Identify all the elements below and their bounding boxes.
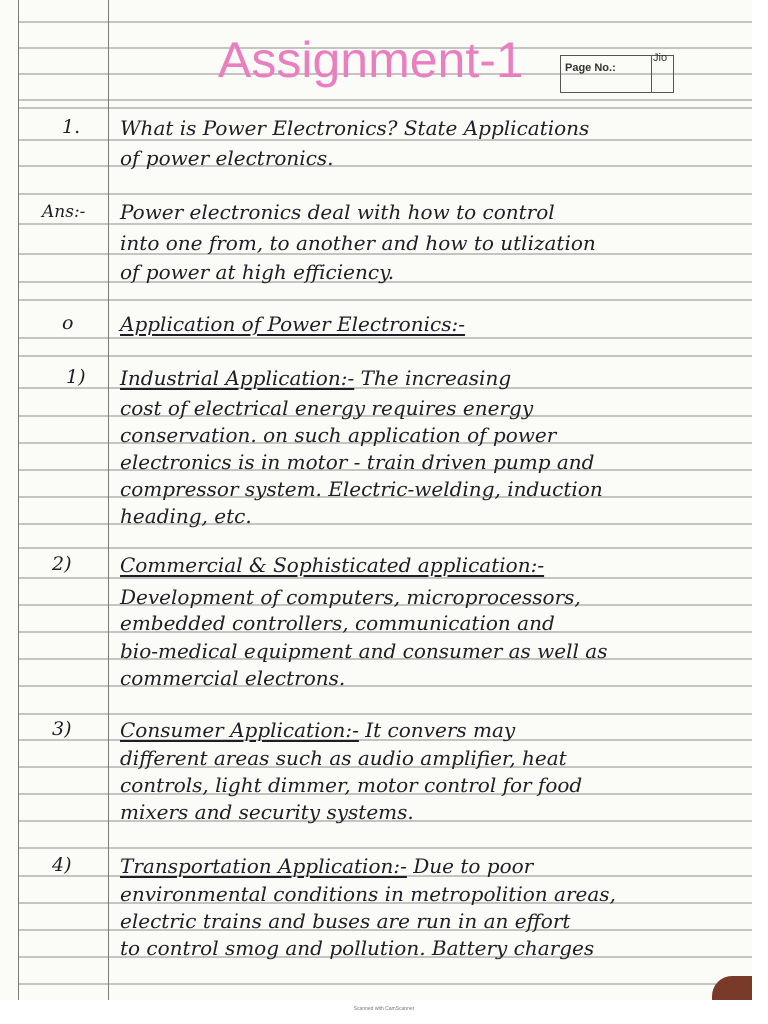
left-edge-line [18, 0, 19, 1000]
answer-line: of power at high efficiency. [120, 260, 395, 284]
applications-heading: Application of Power Electronics:- [120, 312, 465, 336]
section-line: to control smog and pollution. Battery charges [120, 936, 595, 960]
section-first-line [120, 551, 544, 579]
section-line: electronics is in motor - train driven pump and [120, 450, 595, 474]
section-line: heading, etc. [120, 504, 252, 528]
section-line: controls, light dimmer, motor control for food [120, 773, 583, 797]
section-line: different areas such as audio amplifier, heat [120, 746, 567, 770]
section-number: 4) [52, 854, 72, 876]
section-line: bio-medical equipment and consumer as well as [120, 639, 608, 663]
section-line: mixers and security systems. [120, 800, 414, 824]
section-line: commercial electrons. [120, 666, 346, 690]
page-number-label: Page No.: [565, 62, 616, 74]
question-line: of power electronics. [120, 146, 334, 170]
section-line: environmental conditions in metropolition areas, [120, 882, 616, 906]
section-text: The increasing [354, 366, 512, 390]
margin-line [108, 0, 109, 1000]
section-text: It convers may [358, 718, 516, 742]
scanner-watermark: Scanned with CamScanner [353, 1006, 415, 1012]
section-line: embedded controllers, communication and [120, 611, 555, 635]
section-line: compressor system. Electric-welding, induction [120, 477, 603, 501]
section-line: electric trains and buses are run in an effort [120, 909, 571, 933]
section-first-line [120, 716, 515, 744]
heading-bullet: o [62, 312, 74, 334]
page-title: Assignment-1 [218, 32, 524, 88]
answer-label: Ans:- [42, 202, 86, 222]
section-number: 2) [52, 553, 72, 575]
section-first-line [120, 852, 533, 880]
section-line: Development of computers, microprocessors, [120, 585, 581, 609]
answer-line: Power electronics deal with how to control [120, 200, 555, 224]
section-heading: Commercial & Sophisticated application:- [120, 553, 545, 577]
section-text: Due to poor [406, 854, 534, 878]
section-first-line [120, 364, 511, 392]
answer-line: into one from, to another and how to utlization [120, 231, 596, 255]
section-line: conservation. on such application of power [120, 423, 557, 447]
question-number: 1. [62, 116, 81, 138]
section-number: 1) [66, 366, 86, 388]
section-heading: Consumer Application:- [120, 718, 359, 742]
section-heading: Industrial Application:- [120, 366, 355, 390]
notebook-brand: Jio [653, 52, 668, 64]
section-line: cost of electrical energy requires energy [120, 396, 534, 420]
section-heading: Transportation Application:- [120, 854, 407, 878]
section-number: 3) [52, 718, 72, 740]
question-line: What is Power Electronics? State Applications [120, 116, 590, 140]
